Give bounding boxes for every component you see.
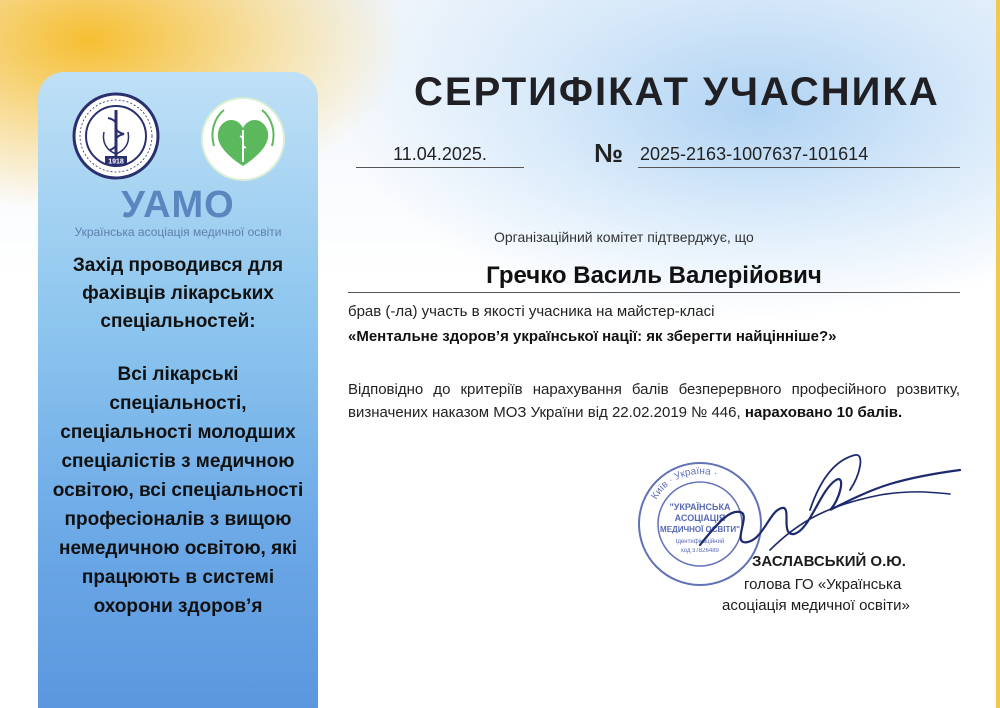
participation-text: брав (-ла) участь в якості учасника на майстер-класі <box>348 303 715 320</box>
criteria-text: Відповідно до критеріїв нарахування балів безперервного професійного розвитку, визначених наказом МОЗ України від 22.02.2019 № 446, <box>348 381 960 421</box>
org-abbreviation: УАМО <box>121 184 235 226</box>
left-info-panel <box>38 72 318 708</box>
stamp-id-label: Ідентифікаційний <box>675 539 725 545</box>
number-sign: № <box>594 138 623 168</box>
stamp-line-3: МЕДИЧНОЇ ОСВІТИ" <box>660 525 740 534</box>
org-full-name: Українська асоціація медичної освіти <box>74 225 282 239</box>
signatory-role-line-2: асоціація медичної освіти» <box>722 597 910 614</box>
name-underline <box>348 292 960 293</box>
certificate-title: СЕРТИФІКАТ УЧАСНИКА <box>414 70 940 114</box>
event-audience-intro: Захід проводився для фахівців лікарських спеціальностей: <box>72 255 284 332</box>
logos-row <box>72 92 292 182</box>
university-year: 1918 <box>108 158 124 166</box>
number-underline <box>638 167 960 168</box>
handwritten-signature <box>660 450 970 560</box>
certificate-date: 11.04.2025. <box>393 144 487 164</box>
participant-name: Гречко Василь Валерійович <box>486 262 822 289</box>
stamp-line-2: АСОЦІАЦІЯ <box>674 513 726 523</box>
date-underline <box>356 167 524 168</box>
event-audience-list: Всі лікарські спеціальності, спеціальності молодших спеціалістів з медичною освітою, всі спеціальності професіоналів з вищою немедичною освітою, які працюють в системі охорони здоров’я <box>52 364 304 617</box>
signatory-name: ЗАСЛАВСЬКИЙ О.Ю. <box>752 553 906 570</box>
stamp-ring-text: Київ · Україна · <box>649 465 719 502</box>
decorative-border <box>996 0 1000 708</box>
stamp-line-1: "УКРАЇНСЬКА <box>669 502 731 512</box>
university-emblem-icon <box>72 92 160 180</box>
confirmation-text: Організаційний комітет підтверджує, що <box>494 229 754 245</box>
points-awarded: нараховано 10 балів. <box>744 404 903 421</box>
heart-leaves-emblem-icon <box>200 96 286 182</box>
signatory-role-line-1: голова ГО «Українська <box>744 576 902 593</box>
stamp-id-code: код 37826489 <box>681 548 719 554</box>
criteria-paragraph <box>348 378 960 424</box>
event-title: «Ментальне здоров’я української нації: як зберегти найцінніше?» <box>348 328 837 345</box>
certificate-number: 2025-2163-1007637-101614 <box>640 144 869 164</box>
